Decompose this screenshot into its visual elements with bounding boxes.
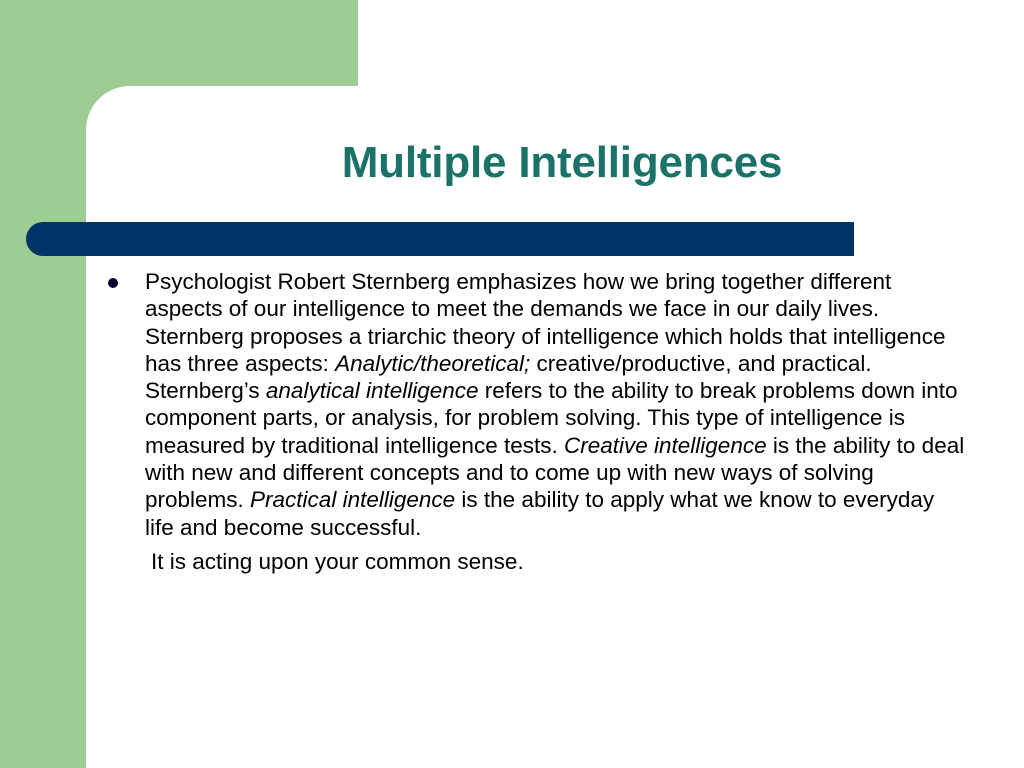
white-top-area [358,0,1024,100]
title-underline-bar [26,222,854,256]
bullet-text [145,269,964,540]
text-segment: Psychologist Robert Sternberg emphasizes how we bring together different aspects of our intelligence to meet the demands we face in our daily lives. Sternberg proposes a triarchic theory of intelligence which holds that intelligence has three aspects: [145,269,946,376]
text-segment: refers to the ability to break problems down into component parts, or analysis, for problem solving. This type of intelligence is measured by traditional intelligence tests. [145,378,958,458]
slide-body [108,268,968,575]
slide-title: Multiple Intelligences [341,138,783,187]
trailing-line: It is acting upon your common sense. [151,548,524,574]
text-segment-italic: Creative intelligence [563,432,767,458]
bullet-item [108,268,968,541]
green-side-band [0,0,86,768]
text-segment-italic: Practical intelligence [250,487,456,513]
text-segment-italic: analytical intelligence [265,378,479,404]
text-segment-italic: Analytic/theoretical; [335,350,531,376]
text-segment: creative/productive, and practical. Sternberg’s [145,350,872,404]
bullet-dot-icon [108,278,118,288]
text-segment: is the ability to deal with new and different concepts and to come up with new ways of solving problems. [145,432,965,513]
text-segment: is the ability to apply what we know to everyday life and become successful. [145,487,935,540]
green-top-band [0,0,358,86]
